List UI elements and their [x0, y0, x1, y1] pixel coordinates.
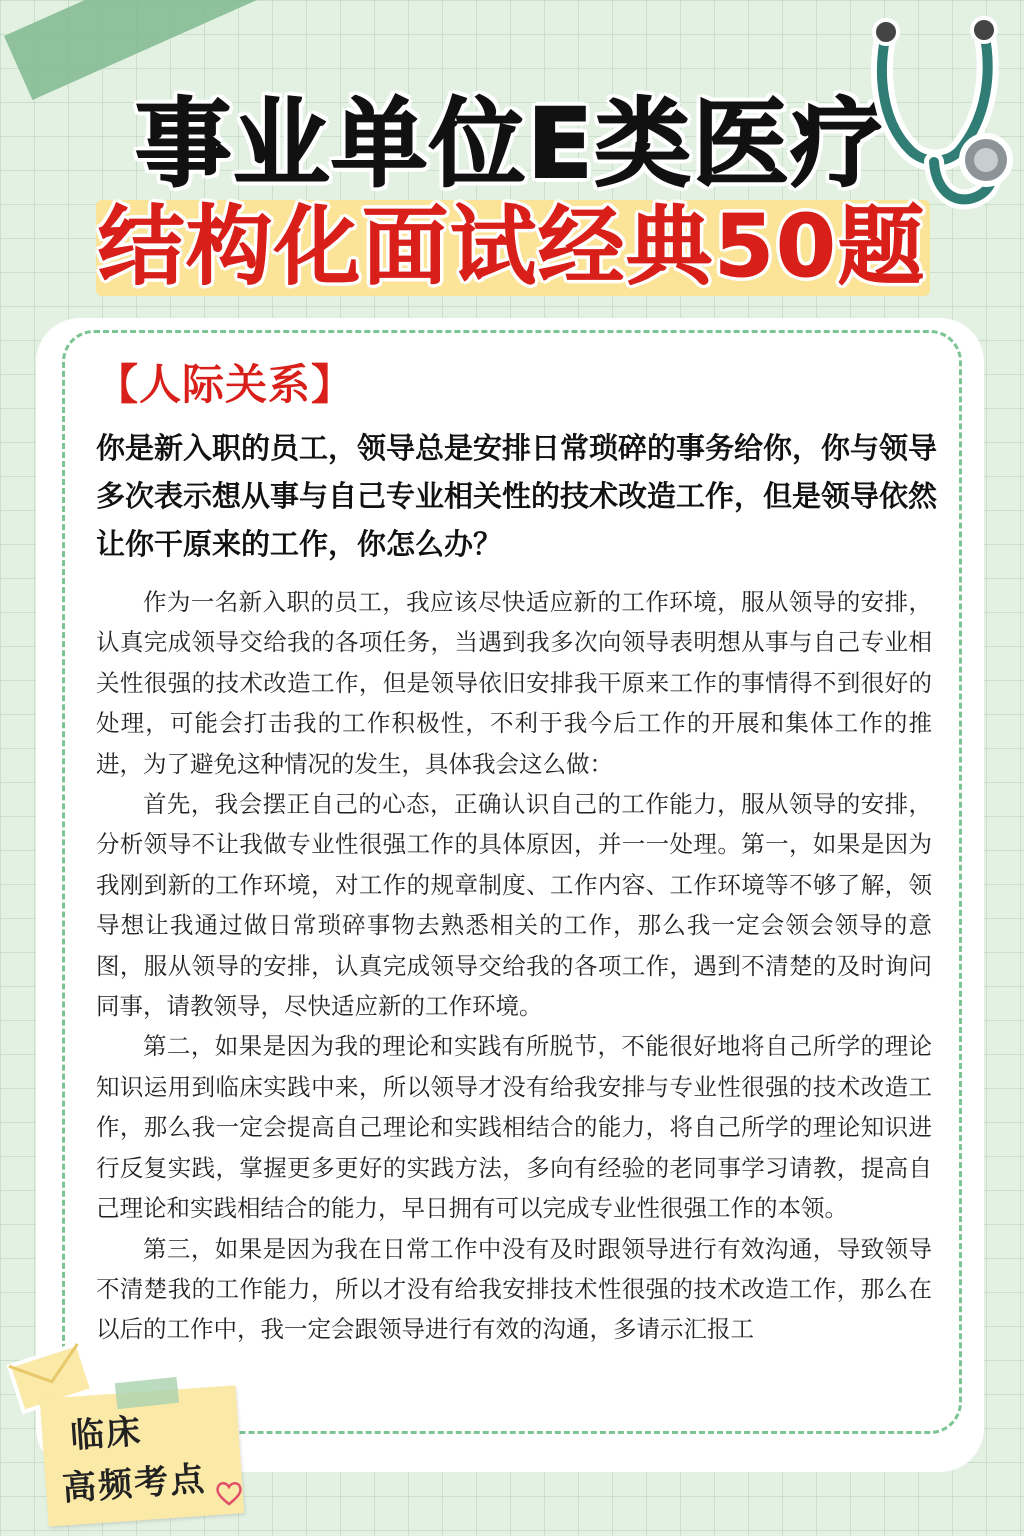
answer-paragraph: 第三，如果是因为我在日常工作中没有及时跟领导进行有效沟通，导致领导不清楚我的工作能力，所以才没有给我安排技术性很强的技术改造工作，那么在以后的工作中，我一定会跟领导进行有效的沟通，多请示汇报工: [96, 1234, 932, 1344]
page-title: 事业单位E类医疗: [135, 88, 889, 200]
note-line-1: 临床: [68, 1411, 144, 1457]
section-heading: 【人际关系】: [96, 360, 355, 409]
question-text: 你是新入职的员工，领导总是安排日常琐碎的事务给你，你与领导多次表示想从事与自己专业相关性的技术改造工作，但是领导依然让你干原来的工作，你怎么办？: [96, 431, 938, 561]
note-line-2: 高频考点: [61, 1459, 208, 1509]
stethoscope-icon: [862, 10, 1022, 220]
answer-paragraph: 第二，如果是因为我的理论和实践有所脱节，不能很好地将自己所学的理论知识运用到临床实践中来，所以领导才没有给我安排与专业性很强的技术改造工作，那么我一定会提高自己理论和实践相结合的能力，将自己所学的理论知识进行反复实践，掌握更多更好的实践方法，多向有经验的老同事学习请教，提高自己理论和实践相结合的能力，早日拥有可以完成专业性很强工作的本领。: [96, 1032, 932, 1223]
heart-icon: [214, 1478, 244, 1508]
answer-paragraph: 首先，我会摆正自己的心态，正确认识自己的工作能力，服从领导的安排，分析领导不让我做专业性很强工作的具体原因，并一一处理。第一，如果是因为我刚到新的工作环境，对工作的规章制度、工作内容、工作环境等不够了解，领导想让我通过做日常琐碎事物去熟悉相关的工作，那么我一定会领会领导的意图，服从领导的安排，认真完成领导交给我的各项工作，遇到不清楚的及时询问同事，请教领导，尽快适应新的工作环境。: [96, 790, 932, 1021]
answer-body: [96, 582, 932, 1394]
answer-paragraph: 作为一名新入职的员工，我应该尽快适应新的工作环境，服从领导的安排，认真完成领导交给我的各项任务，当遇到我多次向领导表明想从事与自己专业相关性很强的技术改造工作，但是领导依旧安排我干原来工作的事情得不到很好的处理，可能会打击我的工作积极性，不利于我今后工作的开展和集体工作的推进，为了避免这种情况的发生，具体我会这么做：: [96, 588, 932, 778]
washi-tape: [4, 0, 297, 100]
page-subtitle: 结构化面试经典50题: [98, 197, 926, 297]
